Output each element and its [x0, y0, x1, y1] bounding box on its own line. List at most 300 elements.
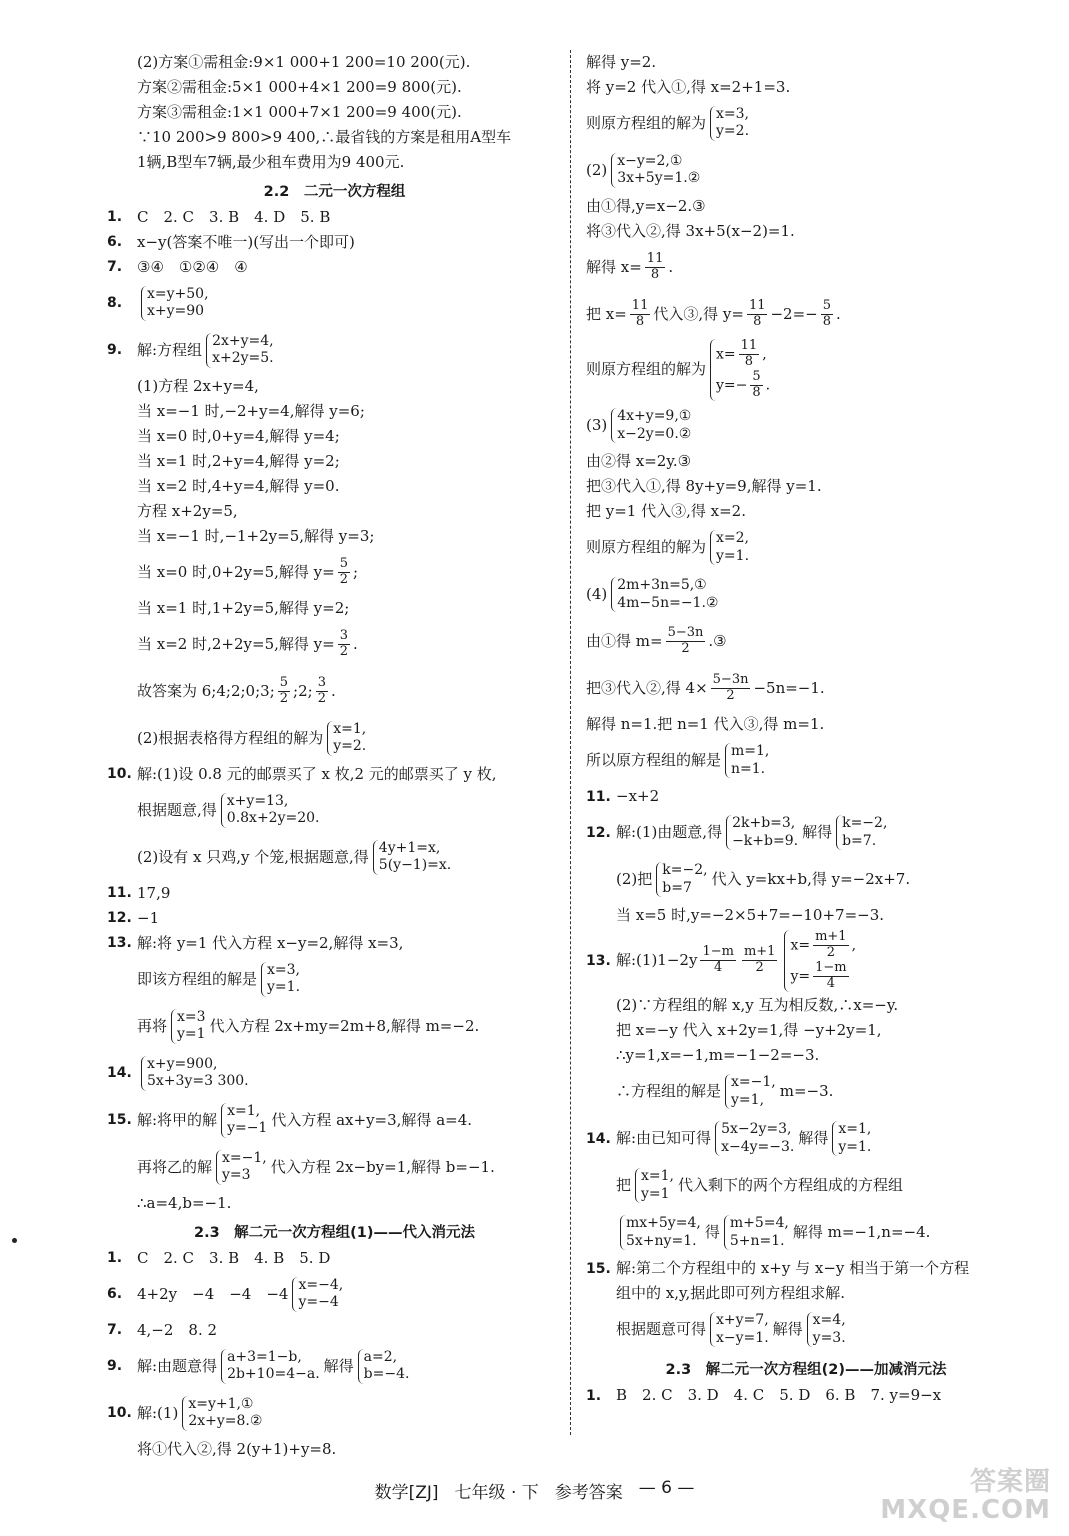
answer-text: 17,9 — [137, 883, 171, 902]
answer-line — [107, 328, 562, 372]
answer-line — [107, 231, 562, 253]
denominator: 8 — [752, 384, 761, 400]
equation-row: 5+n=1. — [729, 1232, 785, 1249]
equation-row: x=−1, — [731, 1074, 776, 1090]
answer-text: (2)∵方程组的解 x,y 互为相反数,∴x=−y. — [616, 996, 899, 1014]
answer-text: (2)设有 x 只鸡,y 个笼,根据题意,得 — [137, 847, 369, 866]
answer-line — [107, 882, 562, 904]
answer-text: 解:方程组 — [137, 340, 203, 359]
equation-system — [724, 1215, 789, 1250]
equation-system — [216, 1150, 267, 1185]
answer-line — [107, 932, 562, 954]
footer-label: 参考答案 — [554, 1483, 623, 1503]
answer-line — [107, 281, 562, 325]
question-number: 10. — [107, 766, 132, 782]
fraction — [739, 339, 760, 370]
answer-text: 则原方程组的解为 — [586, 113, 707, 132]
answer-text: 解得 m=−1,n=−4. — [792, 1223, 931, 1241]
equation-row: x−4y=−3. — [721, 1138, 795, 1155]
answer-text: 解:(1) — [137, 1403, 179, 1422]
equation-system — [141, 1056, 249, 1091]
equation-row: b=−4. — [363, 1366, 410, 1382]
answer-line — [586, 501, 1026, 523]
equation-row: b=7 — [662, 879, 692, 896]
left-column — [107, 48, 562, 1463]
answer-line — [586, 1258, 1026, 1280]
answer-line — [107, 256, 562, 278]
numerator: 3 — [317, 674, 326, 690]
numerator: 5−3n — [712, 672, 749, 688]
answer-text: ;2; — [293, 681, 313, 700]
answer-line — [586, 51, 1026, 73]
answer-text: 当 x=0 时,0+2y=5,解得 y= — [137, 562, 335, 581]
answer-line — [586, 905, 1026, 927]
answer-line — [586, 101, 1026, 145]
answer-line — [107, 101, 562, 123]
answer-line — [107, 126, 562, 148]
equation-row: 5x+ny=1. — [626, 1232, 697, 1249]
equation-row: 3x+5y=1.② — [617, 170, 701, 186]
equation-row: y=3. — [812, 1329, 846, 1346]
fraction — [813, 930, 849, 961]
answer-line — [586, 1070, 1026, 1114]
equation-system — [725, 1074, 776, 1109]
answer-text: 当 x=1 时,2+y=4,解得 y=2; — [137, 451, 340, 470]
fraction — [821, 299, 833, 330]
answer-text: 根据题意,得 — [137, 800, 217, 819]
equation-lhs: y= — [790, 968, 811, 985]
answer-text: 将①代入②,得 2(y+1)+y=8. — [137, 1439, 337, 1458]
answer-text: 把 x= — [586, 304, 627, 323]
answer-line — [586, 220, 1026, 242]
answer-line — [107, 206, 562, 228]
equation-row — [716, 339, 770, 370]
answer-text: 组中的 x,y,据此即可列方程组求解. — [616, 1284, 846, 1302]
equation-row: 0.8x+2y=20. — [226, 810, 320, 826]
answer-text: −1 — [137, 908, 160, 927]
fraction — [338, 629, 350, 660]
answer-text: (4) — [586, 585, 608, 604]
answer-text: m=−3. — [779, 1082, 834, 1100]
question-number: 7. — [107, 259, 123, 275]
equation-system — [611, 408, 691, 443]
answer-line — [586, 1385, 1026, 1407]
answer-text: 解得 — [772, 1320, 803, 1338]
answer-text: 再将 — [137, 1016, 168, 1035]
equation-system — [373, 840, 451, 875]
numerator: 5 — [752, 368, 761, 384]
equation-system — [620, 1215, 701, 1250]
equation-row: 4x+y=9,① — [617, 408, 692, 425]
answer-text: (1)方程 2x+y=4, — [137, 376, 259, 395]
question-number: 9. — [107, 1358, 123, 1374]
equation-row: x+2y=5. — [212, 350, 274, 366]
answer-text: . — [352, 634, 358, 653]
equation-system — [726, 815, 798, 850]
equation-row: x=3 — [177, 1008, 206, 1025]
answer-line — [107, 450, 562, 472]
equation-system — [784, 930, 856, 992]
denominator: 2 — [279, 690, 289, 706]
numerator: 11 — [646, 250, 664, 266]
answer-text: 解:(1)1−2y — [616, 951, 698, 970]
equation-system — [710, 530, 749, 565]
equation-system — [141, 286, 209, 321]
answer-text: 解:由已知可得 — [616, 1129, 712, 1147]
equation-row: 2m+3n=5,① — [617, 577, 707, 594]
answer-text: C 2. C 3. B 4. B 5. D — [137, 1248, 331, 1267]
answer-line — [586, 451, 1026, 473]
answer-text: 即该方程组的解是 — [137, 969, 258, 988]
equation-system — [832, 1121, 871, 1156]
answer-line — [586, 739, 1026, 783]
section-title: 2.2 二元一次方程组 — [263, 183, 406, 200]
equation-row: k=−2, — [842, 815, 888, 832]
answer-text: 把 y=1 代入③,得 x=2. — [586, 502, 746, 521]
answer-text: (2)根据表格得方程组的解为 — [137, 728, 324, 747]
fraction — [630, 299, 651, 330]
footer-subject: 数学[ZJ] — [374, 1483, 439, 1503]
fraction — [666, 626, 706, 657]
equation-system — [292, 1277, 343, 1312]
answer-text: 4+2y −4 −4 −4 — [137, 1284, 289, 1303]
equation-system — [611, 577, 718, 612]
answer-text: 当 x=2 时,4+y=4,解得 y=0. — [137, 476, 340, 495]
answer-text: 方案②需租金:5×1 000+4×1 200=9 800(元). — [137, 77, 462, 96]
equation-row: x=1, — [838, 1121, 872, 1137]
equation-row: 4y+1=x, — [378, 839, 441, 856]
answer-line — [107, 669, 562, 713]
equation-row: 5x+3y=3 300. — [147, 1073, 249, 1089]
equation-row — [790, 930, 856, 961]
question-number: 15. — [586, 1260, 611, 1277]
equation-row: x=3, — [716, 105, 749, 122]
answer-text: 由②得 x=2y.③ — [586, 452, 692, 471]
answer-line — [586, 811, 1026, 855]
fraction — [700, 945, 736, 976]
equation-row: m=1, — [731, 743, 770, 760]
answer-text: (2) — [586, 160, 608, 179]
equation-row: mx+5y=4, — [626, 1215, 701, 1231]
fraction — [747, 299, 768, 330]
answer-line — [107, 475, 562, 497]
answer-text: 代入方程 2x−by=1,解得 b=−1. — [270, 1157, 495, 1176]
equation-row: y=2. — [333, 738, 367, 754]
answer-line — [107, 597, 562, 619]
answer-line — [107, 835, 562, 879]
equation-row: 5x−2y=3, — [721, 1121, 792, 1137]
answer-text: ; — [352, 562, 359, 581]
answer-text: 4,−2 8. 2 — [137, 1320, 218, 1339]
equation-row: x=3, — [267, 961, 300, 978]
answer-text: 代入方程 ax+y=3,解得 a=4. — [271, 1110, 473, 1129]
answer-line — [586, 573, 1026, 617]
answer-line — [107, 550, 562, 594]
answer-text: 把 x=−y 代入 x+2y=1,得 −y+2y=1, — [616, 1021, 882, 1039]
answer-text: 代入 y=kx+b,得 y=−2x+7. — [711, 870, 911, 889]
answer-line — [107, 151, 562, 173]
answer-line — [107, 1272, 562, 1316]
answer-text: ∵10 200>9 800>9 400,∴最省钱的方案是租用A型车 — [137, 127, 512, 146]
equation-system — [710, 339, 770, 401]
question-number: 6. — [107, 234, 123, 250]
equation-system — [635, 1168, 674, 1203]
answer-text: 将③代入②,得 3x+5(x−2)=1. — [586, 221, 795, 240]
section-title: 2.3 解二元一次方程组(2)——加减消元法 — [665, 1362, 947, 1379]
equation-lhs: x= — [716, 346, 736, 363]
footer-grade: 七年级 · 下 — [454, 1483, 539, 1503]
answer-line — [586, 1117, 1026, 1161]
equation-system — [327, 721, 366, 756]
question-number: 12. — [107, 910, 132, 926]
question-number: 10. — [107, 1405, 132, 1421]
answer-line — [586, 195, 1026, 217]
denominator: 2 — [755, 960, 764, 976]
question-number: 13. — [107, 935, 132, 951]
equation-row — [716, 370, 770, 401]
answer-line — [107, 76, 562, 98]
denominator: 2 — [317, 690, 326, 706]
equation-row: x−y=2,① — [617, 152, 683, 169]
equation-row: 4m−5n=−1.② — [617, 594, 719, 611]
answer-text: 当 x=2 时,2+2y=5,解得 y= — [137, 634, 335, 653]
numerator: 1−m — [702, 944, 734, 960]
answer-line — [107, 716, 562, 760]
answer-line — [586, 76, 1026, 98]
answer-text: . — [330, 681, 336, 700]
answer-text: 当 x=0 时,0+y=4,解得 y=4; — [137, 426, 340, 445]
denominator: 8 — [650, 266, 660, 282]
answer-text: 解:(1)设 0.8 元的邮票买了 x 枚,2 元的邮票买了 y 枚, — [137, 764, 497, 783]
answer-text: 解:将 y=1 代入方程 x−y=2,解得 x=3, — [137, 933, 404, 952]
equation-system — [836, 815, 887, 850]
denominator: 8 — [822, 313, 832, 329]
denominator: 4 — [714, 960, 723, 976]
equation-row: y=1. — [838, 1138, 872, 1155]
fraction — [750, 370, 762, 401]
denominator: 2 — [339, 571, 348, 587]
equation-row: x=−4, — [298, 1276, 344, 1293]
question-number: 11. — [107, 885, 132, 901]
answer-line — [107, 788, 562, 832]
answer-text: (2)方案①需租金:9×1 000+1 200=10 200(元). — [137, 52, 471, 71]
answer-line — [107, 1344, 562, 1388]
answer-text: ∴a=4,b=−1. — [137, 1193, 232, 1212]
answer-text: −2=− — [770, 304, 818, 323]
answer-text: . — [836, 304, 841, 323]
equation-row: y=2. — [716, 123, 750, 139]
equation-system — [171, 1009, 206, 1044]
equation-row: x+y=90 — [147, 303, 205, 319]
answer-text: −x+2 — [616, 787, 660, 806]
equation-lhs: y=− — [716, 377, 748, 394]
answer-text: 当 x=−1 时,−2+y=4,解得 y=6; — [137, 401, 365, 420]
question-number: 15. — [107, 1112, 132, 1128]
equation-system — [358, 1349, 410, 1384]
margin-dot — [12, 1238, 17, 1243]
answer-line — [586, 786, 1026, 808]
answer-line — [586, 1164, 1026, 1208]
answer-text: 解:第二个方程组中的 x+y 与 x−y 相当于第一个方程 — [616, 1259, 970, 1277]
equation-row: 2k+b=3, — [732, 815, 796, 832]
answer-text: 方程 x+2y=5, — [137, 501, 238, 520]
footer-page-number: — 6 — — [638, 1478, 695, 1498]
numerator: m+1 — [743, 944, 776, 960]
fraction — [742, 945, 778, 976]
right-column — [586, 48, 1026, 1410]
equation-system — [182, 1396, 262, 1431]
answer-line — [586, 404, 1026, 448]
denominator: 2 — [726, 688, 735, 704]
fraction — [316, 676, 328, 707]
fraction — [711, 673, 751, 704]
equation-row: y=−1 — [227, 1120, 268, 1136]
equation-system — [710, 106, 749, 141]
answer-text: 解得 — [798, 1129, 829, 1147]
equation-row: 5(y−1)=x. — [378, 857, 452, 873]
answer-text: 故答案为 6;4;2;0;3; — [137, 681, 275, 700]
answer-line — [107, 1438, 562, 1460]
answer-line — [586, 995, 1026, 1017]
answer-text: 把③代入①,得 8y+y=9,解得 y=1. — [586, 477, 822, 496]
question-number: 1. — [107, 1250, 123, 1266]
numerator: m+1 — [815, 928, 847, 944]
answer-line — [107, 907, 562, 929]
numerator: 5 — [822, 297, 832, 313]
numerator: 5−3n — [667, 625, 704, 641]
equation-row: −k+b=9. — [732, 832, 799, 849]
numerator: 1−m — [815, 959, 847, 975]
equation-system — [715, 1121, 794, 1156]
answer-line — [586, 476, 1026, 498]
fraction — [645, 252, 666, 283]
answer-text: 解得 — [802, 823, 833, 842]
denominator: 8 — [744, 353, 754, 369]
equation-row: k=−2, — [662, 862, 708, 879]
answer-text: 当 x=1 时,1+2y=5,解得 y=2; — [137, 598, 350, 617]
answer-text: 解:将甲的解 — [137, 1110, 218, 1129]
watermark-logo — [880, 1469, 1051, 1524]
column-divider — [570, 50, 571, 1435]
answer-text: 代入剩下的两个方程组成的方程组 — [678, 1176, 904, 1194]
question-number: 8. — [107, 295, 123, 311]
denominator: 4 — [826, 975, 835, 991]
question-number: 6. — [107, 1286, 123, 1302]
question-number: 14. — [586, 1130, 611, 1147]
equation-row: y=1 — [641, 1185, 670, 1202]
answer-line — [107, 1192, 562, 1214]
answer-text: 则原方程组的解为 — [586, 538, 707, 557]
numerator: 5 — [279, 674, 289, 690]
equation-row: m+5=4, — [729, 1215, 789, 1231]
answer-text: 解得 — [323, 1356, 354, 1375]
answer-text: . — [668, 257, 674, 276]
answer-line — [107, 51, 562, 73]
equation-row: x−y=1. — [716, 1329, 769, 1346]
answer-text: 解得 n=1.把 n=1 代入③,得 m=1. — [586, 715, 825, 734]
equation-system — [611, 153, 700, 188]
equation-system — [221, 1349, 320, 1384]
answer-text: 解:由题意得 — [137, 1356, 218, 1375]
numerator: 11 — [748, 297, 766, 313]
numerator: 3 — [339, 627, 348, 643]
answer-text: .③ — [708, 632, 727, 651]
answer-text: −5n=−1. — [753, 679, 825, 698]
answer-line — [586, 620, 1026, 664]
answer-line — [107, 500, 562, 522]
equation-row: x=1, — [333, 720, 367, 737]
equation-row — [790, 961, 856, 992]
answer-text: 方案③需租金:1×1 000+7×1 200=9 400(元). — [137, 102, 462, 121]
equation-row: x+y=7, — [716, 1312, 769, 1328]
equation-row: 2b+10=4−a. — [227, 1366, 320, 1382]
answer-line — [586, 667, 1026, 711]
equation-system — [807, 1312, 846, 1347]
answer-line — [586, 714, 1026, 736]
equation-row: x=−1, — [222, 1149, 267, 1166]
question-number: 7. — [107, 1322, 123, 1338]
numerator: 11 — [631, 297, 649, 313]
answer-line — [586, 1283, 1026, 1305]
equation-system — [221, 793, 320, 828]
equation-system — [656, 862, 707, 897]
question-number: 1. — [586, 1387, 602, 1404]
answer-text: 所以原方程组的解是 — [586, 751, 722, 770]
denominator: 8 — [753, 313, 762, 329]
answer-line — [107, 425, 562, 447]
equation-system — [710, 1312, 769, 1347]
answer-line — [107, 763, 562, 785]
equation-row: y=1. — [716, 547, 750, 564]
equation-row: x+y=900, — [147, 1055, 218, 1072]
question-number: 14. — [107, 1065, 132, 1081]
equation-row: b=7. — [842, 832, 877, 849]
answer-line — [107, 1319, 562, 1341]
question-number: 1. — [107, 209, 123, 225]
numerator: 11 — [740, 338, 758, 353]
equation-row: y=−4 — [298, 1294, 339, 1310]
section-title: 2.3 解二元一次方程组(1)——代入消元法 — [193, 1224, 476, 1241]
question-number: 13. — [586, 952, 611, 969]
answer-text: x−y(答案不唯一)(写出一个即可) — [137, 232, 355, 251]
answer-text: ∴方程组的解是 — [616, 1082, 722, 1100]
question-number: 12. — [586, 824, 611, 841]
answer-line — [107, 375, 562, 397]
equation-row: x+y=13, — [226, 792, 289, 809]
equation-row: x=1, — [227, 1102, 261, 1119]
answer-line — [586, 1045, 1026, 1067]
answer-text: 由①得,y=x−2.③ — [586, 196, 706, 215]
equation-system — [206, 333, 274, 368]
equation-tail: , — [762, 346, 767, 363]
equation-row: x=y+50, — [147, 285, 209, 302]
answer-text: (2)把 — [616, 870, 653, 889]
answer-line — [107, 1004, 562, 1048]
equation-row: x=1, — [641, 1168, 674, 1184]
equation-row: x−2y=0.② — [617, 425, 692, 442]
answer-line — [586, 930, 1026, 992]
denominator: 8 — [635, 313, 645, 329]
answer-line — [586, 339, 1026, 401]
answer-line — [586, 292, 1026, 336]
answer-text: ③④ ①②④ ④ — [137, 257, 248, 276]
answer-text: 解:(1)由题意,得 — [616, 823, 723, 842]
equation-row: 2x+y=8.② — [188, 1413, 263, 1429]
question-number: 9. — [107, 342, 123, 358]
numerator: 5 — [339, 555, 348, 571]
answer-text: 代入方程 2x+my=2m+8,解得 m=−2. — [209, 1016, 480, 1035]
answer-text: (3) — [586, 416, 608, 435]
